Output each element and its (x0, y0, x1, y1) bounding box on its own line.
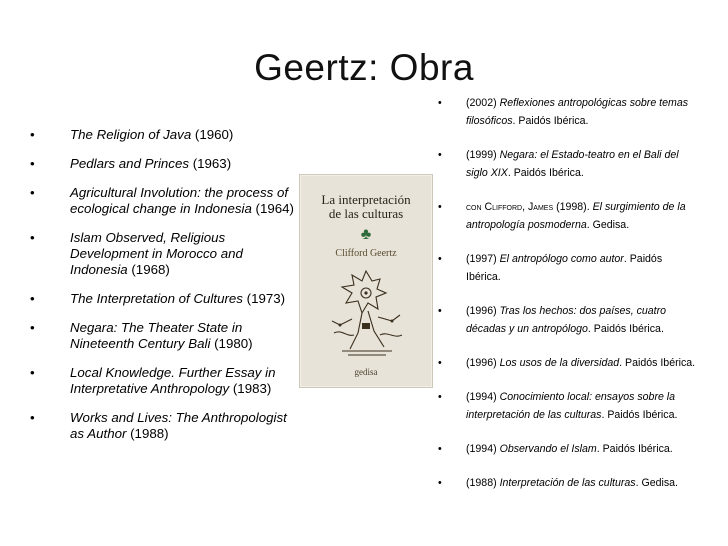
figure-illustration (322, 263, 410, 363)
clover-icon: ♣ (360, 226, 372, 243)
list-item (438, 440, 696, 458)
work-suffix: . Paidós Ibérica. (619, 357, 696, 369)
work-suffix: . Paidós Ibérica. (466, 253, 663, 283)
work-title: The Interpretation of Cultures (70, 291, 243, 306)
list-item (438, 302, 696, 338)
work-suffix: . Gedisa. (635, 477, 679, 489)
work-prefix: (1988) (466, 477, 500, 489)
book-cover-author: Clifford Geertz (335, 248, 397, 259)
bullet-icon: • (30, 127, 35, 142)
work-year: (1968) (127, 262, 170, 277)
work-year: (1964) (251, 201, 294, 216)
work-suffix: . Gedisa. (586, 219, 630, 231)
bullet-icon: • (438, 97, 442, 109)
bullet-icon: • (438, 149, 442, 161)
work-title: Agricultural Involution: the process of ecological change in Indonesia (70, 185, 289, 216)
work-year: (1998). (553, 201, 593, 213)
work-coauthor: con Clifford, James (466, 201, 554, 213)
work-title: The Religion of Java (70, 127, 192, 142)
book-cover-image (299, 174, 433, 388)
work-title: Works and Lives: The Anthropologist as Author (70, 410, 287, 441)
work-suffix: . Paidós Ibérica. (601, 409, 678, 421)
bullet-icon: • (30, 156, 35, 171)
list-item (438, 250, 696, 286)
bullet-icon: • (438, 305, 442, 317)
bullet-icon: • (30, 291, 35, 306)
list-item (30, 230, 295, 278)
bullet-icon: • (438, 477, 442, 489)
work-prefix: (1994) (466, 391, 500, 403)
work-prefix: (2002) (466, 97, 500, 109)
work-title: Local Knowledge. Further Essay in Interpretative Anthropology (70, 365, 276, 396)
work-prefix: (1997) (466, 253, 500, 265)
list-item (438, 198, 696, 234)
work-prefix: (1999) (466, 149, 500, 161)
slide-title: Geertz: Obra (254, 47, 474, 88)
list-item (30, 127, 295, 143)
list-item (30, 320, 295, 352)
work-title: Tras los hechos: dos países, cuatro décadas y un antropólogo (466, 305, 667, 335)
work-prefix: (1994) (466, 443, 500, 455)
bullet-icon: • (30, 365, 35, 380)
book-cover-title (300, 193, 432, 221)
bullet-icon: • (30, 185, 35, 200)
bullet-icon: • (438, 443, 442, 455)
bullet-icon: • (438, 357, 442, 369)
bullet-icon: • (30, 320, 35, 335)
work-year: (1980) (210, 336, 253, 351)
work-title: Los usos de la diversidad (499, 357, 620, 369)
work-title: Negara: The Theater State in Nineteenth Century Bali (70, 320, 243, 351)
work-year: (1983) (229, 381, 272, 396)
list-item (30, 365, 295, 397)
work-title: Islam Observed, Religious Development in Morocco and Indonesia (70, 230, 243, 277)
spanish-works-list (438, 94, 696, 508)
work-title: Conocimiento local: ensayos sobre la interpretación de las culturas (466, 391, 676, 421)
work-year: (1963) (189, 156, 232, 171)
bullet-icon: • (30, 230, 35, 245)
work-title: Observando el Islam (499, 443, 597, 455)
list-item (30, 185, 295, 217)
list-item (30, 156, 295, 172)
work-title: Interpretación de las culturas (499, 477, 636, 489)
english-works-list (30, 127, 295, 455)
work-suffix: . Paidós Ibérica. (512, 115, 589, 127)
work-prefix: (1996) (466, 305, 500, 317)
list-item (438, 388, 696, 424)
list-item (30, 410, 295, 442)
work-title: El surgimiento de la antropología posmoderna (466, 201, 686, 231)
list-item (438, 146, 696, 182)
work-title: Negara: el Estado-teatro en el Bali del siglo XIX (466, 149, 679, 179)
bullet-icon: • (30, 410, 35, 425)
book-cover-title-line-1: La interpretación (321, 192, 411, 207)
list-item (438, 474, 696, 492)
bullet-icon: • (438, 391, 442, 403)
book-cover-title-line-2: de las culturas (328, 206, 404, 221)
list-item (438, 94, 696, 130)
work-title: Pedlars and Princes (70, 156, 189, 171)
work-year: (1973) (242, 291, 286, 306)
work-title: El antropólogo como autor (499, 253, 624, 265)
work-year: (1960) (191, 127, 234, 142)
work-year: (1988) (126, 426, 169, 441)
list-item (30, 291, 295, 307)
work-prefix: (1996) (466, 357, 500, 369)
bullet-icon: • (438, 201, 442, 213)
book-cover-publisher: gedisa (354, 367, 378, 377)
list-item (438, 354, 696, 372)
work-suffix: . Paidós Ibérica. (596, 443, 673, 455)
work-suffix: . Paidós Ibérica. (507, 167, 584, 179)
work-suffix: . Paidós Ibérica. (587, 323, 664, 335)
work-title: Reflexiones antropológicas sobre temas filosóficos (466, 97, 689, 127)
bullet-icon: • (438, 253, 442, 265)
